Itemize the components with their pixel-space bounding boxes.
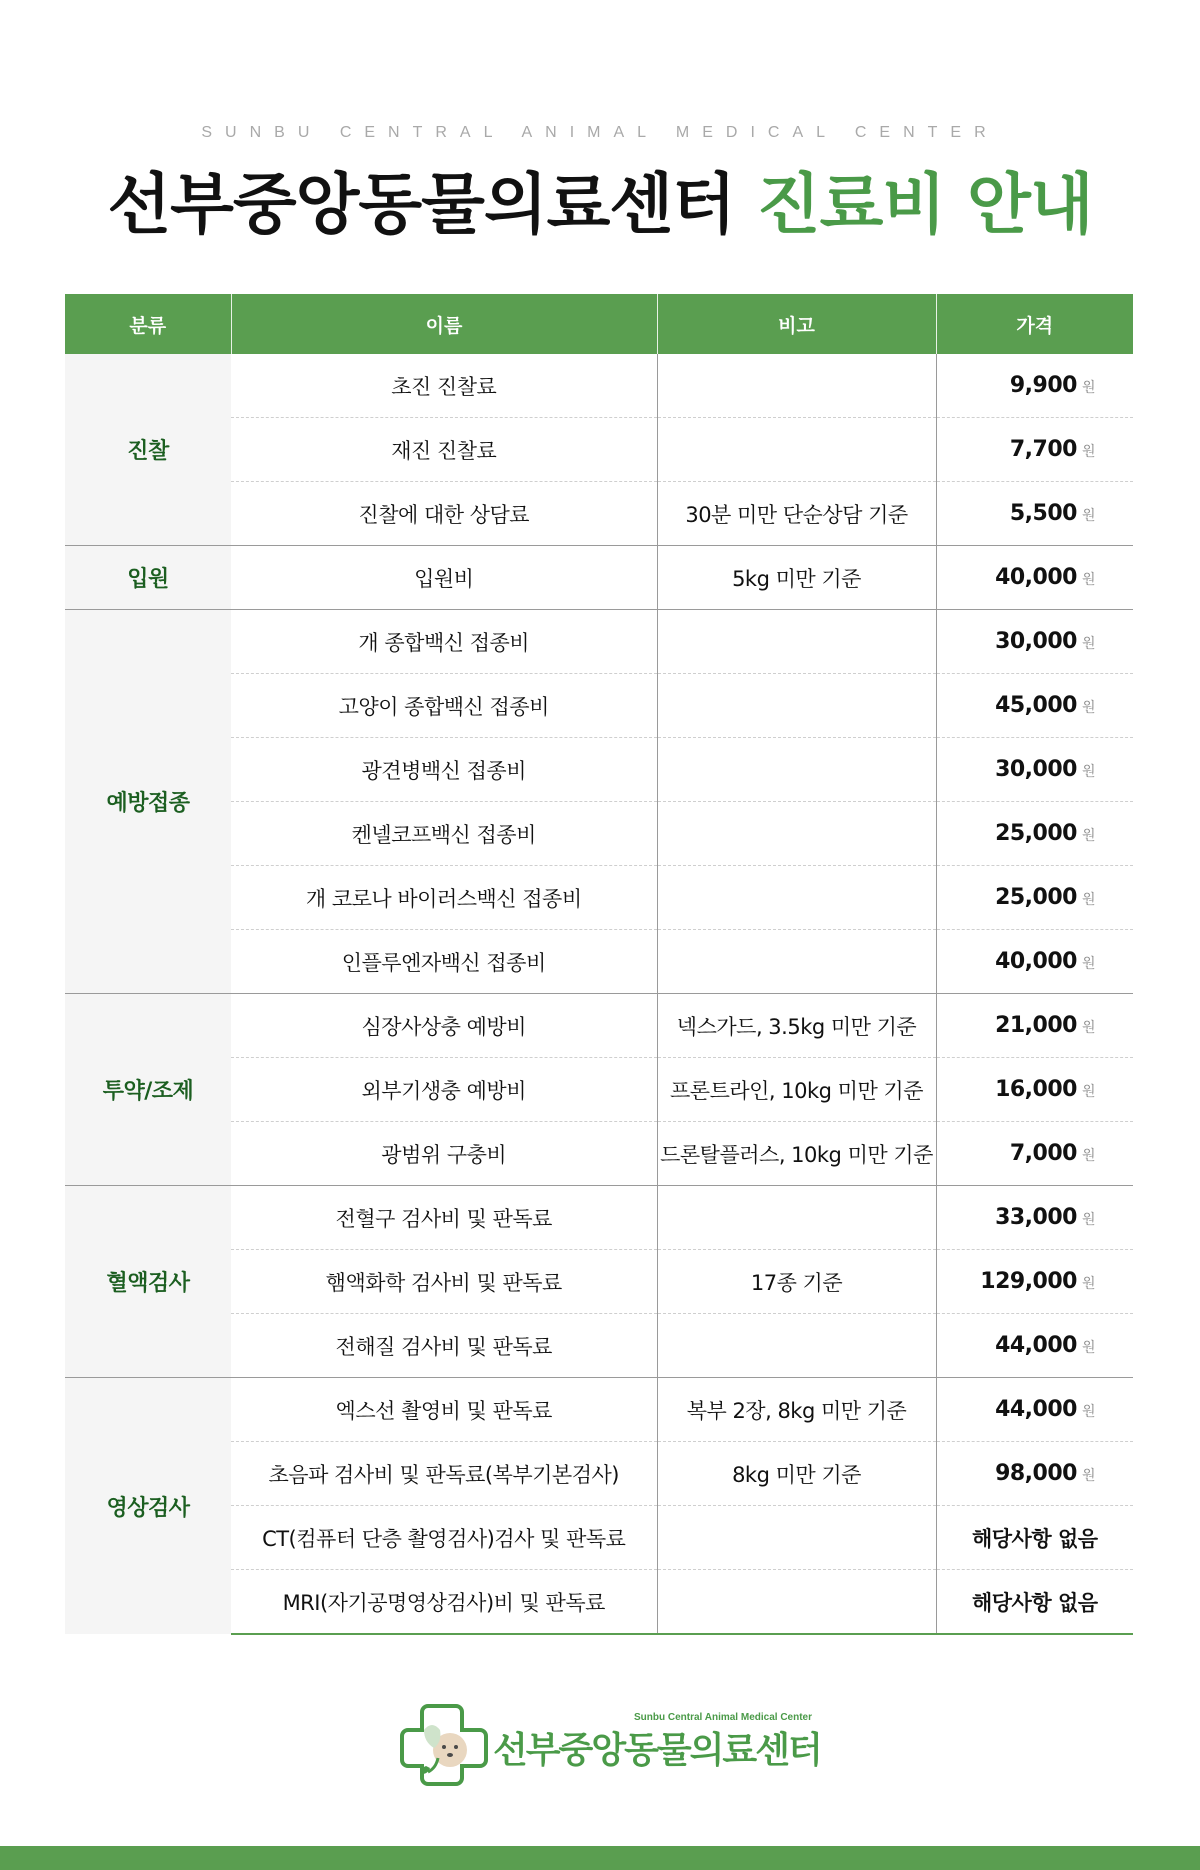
item-name: 개 종합백신 접종비 bbox=[231, 610, 657, 674]
page-title bbox=[0, 160, 1200, 250]
item-price bbox=[936, 1314, 1133, 1378]
item-name: 외부기생충 예방비 bbox=[231, 1058, 657, 1122]
price-amount: 5,500 bbox=[1009, 501, 1077, 526]
item-note: 5kg 미만 기준 bbox=[657, 546, 936, 610]
column-header-note: 비고 bbox=[657, 294, 936, 354]
currency-unit: 원 bbox=[1081, 700, 1095, 716]
column-header-name: 이름 bbox=[231, 294, 657, 354]
price-amount: 33,000 bbox=[995, 1205, 1077, 1230]
price-group bbox=[65, 1378, 1133, 1635]
item-name: 광견병백신 접종비 bbox=[231, 738, 657, 802]
logo-text: 선부중앙동물의료센터 bbox=[493, 1730, 821, 1771]
item-price bbox=[936, 1058, 1133, 1122]
item-name: 초음파 검사비 및 판독료(복부기본검사) bbox=[231, 1442, 657, 1506]
item-name: 재진 진찰료 bbox=[231, 418, 657, 482]
table-row bbox=[65, 354, 1133, 418]
item-note bbox=[657, 1506, 936, 1570]
price-amount: 30,000 bbox=[995, 629, 1077, 654]
item-name: MRI(자기공명영상검사)비 및 판독료 bbox=[231, 1570, 657, 1635]
currency-unit: 원 bbox=[1081, 508, 1095, 524]
currency-unit: 원 bbox=[1081, 444, 1095, 460]
item-note bbox=[657, 354, 936, 418]
currency-unit: 원 bbox=[1081, 1084, 1095, 1100]
item-note: 드론탈플러스, 10kg 미만 기준 bbox=[657, 1122, 936, 1186]
item-price bbox=[936, 930, 1133, 994]
item-price bbox=[936, 354, 1133, 418]
item-price bbox=[936, 546, 1133, 610]
page-subtitle: SUNBU CENTRAL ANIMAL MEDICAL CENTER bbox=[201, 124, 999, 141]
item-note bbox=[657, 418, 936, 482]
currency-unit: 원 bbox=[1081, 764, 1095, 780]
item-note bbox=[657, 674, 936, 738]
item-name: 광범위 구충비 bbox=[231, 1122, 657, 1186]
item-name: 개 코로나 바이러스백신 접종비 bbox=[231, 866, 657, 930]
item-price bbox=[936, 866, 1133, 930]
price-amount: 16,000 bbox=[995, 1077, 1077, 1102]
table-row bbox=[65, 1378, 1133, 1442]
item-price bbox=[936, 1250, 1133, 1314]
currency-unit: 원 bbox=[1081, 380, 1095, 396]
item-note bbox=[657, 1186, 936, 1250]
item-name: CT(컴퓨터 단층 촬영검사)검사 및 판독료 bbox=[231, 1506, 657, 1570]
item-name: 고양이 종합백신 접종비 bbox=[231, 674, 657, 738]
item-name: 인플루엔자백신 접종비 bbox=[231, 930, 657, 994]
currency-unit: 원 bbox=[1081, 1276, 1095, 1292]
price-amount: 44,000 bbox=[995, 1397, 1077, 1422]
item-name: 입원비 bbox=[231, 546, 657, 610]
item-name: 진찰에 대한 상담료 bbox=[231, 482, 657, 546]
price-amount: 25,000 bbox=[995, 821, 1077, 846]
price-amount: 9,900 bbox=[1009, 373, 1077, 398]
table-row bbox=[65, 610, 1133, 674]
item-price bbox=[936, 738, 1133, 802]
price-amount: 98,000 bbox=[995, 1461, 1077, 1486]
item-note bbox=[657, 610, 936, 674]
item-name: 초진 진찰료 bbox=[231, 354, 657, 418]
category-cell: 영상검사 bbox=[65, 1378, 231, 1635]
title-main: 선부중앙동물의료센터 bbox=[107, 166, 735, 243]
category-cell: 입원 bbox=[65, 546, 231, 610]
price-amount: 25,000 bbox=[995, 885, 1077, 910]
price-amount: 40,000 bbox=[995, 565, 1077, 590]
item-note bbox=[657, 802, 936, 866]
item-note: 복부 2장, 8kg 미만 기준 bbox=[657, 1378, 936, 1442]
currency-unit: 원 bbox=[1081, 636, 1095, 652]
item-note bbox=[657, 1314, 936, 1378]
item-price: 해당사항 없음 bbox=[936, 1570, 1133, 1635]
item-price: 해당사항 없음 bbox=[936, 1506, 1133, 1570]
currency-unit: 원 bbox=[1081, 1148, 1095, 1164]
item-price bbox=[936, 418, 1133, 482]
item-note: 넥스가드, 3.5kg 미만 기준 bbox=[657, 994, 936, 1058]
title-accent: 진료비 안내 bbox=[756, 166, 1093, 243]
item-price bbox=[936, 1122, 1133, 1186]
item-note bbox=[657, 930, 936, 994]
column-header-price: 가격 bbox=[936, 294, 1133, 354]
item-price bbox=[936, 674, 1133, 738]
item-name: 켄넬코프백신 접종비 bbox=[231, 802, 657, 866]
table-row bbox=[65, 546, 1133, 610]
currency-unit: 원 bbox=[1081, 892, 1095, 908]
category-cell: 진찰 bbox=[65, 354, 231, 546]
price-amount: 7,700 bbox=[1009, 437, 1077, 462]
item-price bbox=[936, 1378, 1133, 1442]
table-row bbox=[65, 1186, 1133, 1250]
item-note bbox=[657, 1570, 936, 1635]
item-note: 프론트라인, 10kg 미만 기준 bbox=[657, 1058, 936, 1122]
clinic-logo bbox=[398, 1700, 821, 1790]
item-name: 햄액화학 검사비 및 판독료 bbox=[231, 1250, 657, 1314]
category-cell: 예방접종 bbox=[65, 610, 231, 994]
price-group bbox=[65, 1186, 1133, 1378]
price-amount: 7,000 bbox=[1009, 1141, 1077, 1166]
item-price bbox=[936, 482, 1133, 546]
price-amount: 129,000 bbox=[980, 1269, 1077, 1294]
table-row bbox=[65, 994, 1133, 1058]
price-amount: 30,000 bbox=[995, 757, 1077, 782]
price-amount: 40,000 bbox=[995, 949, 1077, 974]
category-cell: 투약/조제 bbox=[65, 994, 231, 1186]
price-group bbox=[65, 546, 1133, 610]
currency-unit: 원 bbox=[1081, 1212, 1095, 1228]
item-name: 전해질 검사비 및 판독료 bbox=[231, 1314, 657, 1378]
price-group bbox=[65, 994, 1133, 1186]
price-table bbox=[65, 294, 1133, 1635]
item-price bbox=[936, 1442, 1133, 1506]
item-price bbox=[936, 610, 1133, 674]
price-group bbox=[65, 610, 1133, 994]
price-amount: 21,000 bbox=[995, 1013, 1077, 1038]
item-price bbox=[936, 994, 1133, 1058]
item-price bbox=[936, 1186, 1133, 1250]
price-amount: 44,000 bbox=[995, 1333, 1077, 1358]
currency-unit: 원 bbox=[1081, 572, 1095, 588]
item-name: 전혈구 검사비 및 판독료 bbox=[231, 1186, 657, 1250]
item-note: 8kg 미만 기준 bbox=[657, 1442, 936, 1506]
column-header-category: 분류 bbox=[65, 294, 231, 354]
currency-unit: 원 bbox=[1081, 1404, 1095, 1420]
currency-unit: 원 bbox=[1081, 1468, 1095, 1484]
category-cell: 혈액검사 bbox=[65, 1186, 231, 1378]
price-table-header bbox=[65, 294, 1133, 354]
footer-bar bbox=[0, 1846, 1200, 1870]
currency-unit: 원 bbox=[1081, 956, 1095, 972]
price-group bbox=[65, 354, 1133, 546]
cross-pet-logo-icon bbox=[398, 1700, 494, 1790]
item-name: 심장사상충 예방비 bbox=[231, 994, 657, 1058]
item-note: 30분 미만 단순상담 기준 bbox=[657, 482, 936, 546]
currency-unit: 원 bbox=[1081, 1020, 1095, 1036]
price-amount: 45,000 bbox=[995, 693, 1077, 718]
currency-unit: 원 bbox=[1081, 828, 1095, 844]
item-price bbox=[936, 802, 1133, 866]
item-note: 17종 기준 bbox=[657, 1250, 936, 1314]
item-note bbox=[657, 866, 936, 930]
logo-subtext: Sunbu Central Animal Medical Center bbox=[634, 1712, 812, 1723]
currency-unit: 원 bbox=[1081, 1340, 1095, 1356]
item-name: 엑스선 촬영비 및 판독료 bbox=[231, 1378, 657, 1442]
item-note bbox=[657, 738, 936, 802]
